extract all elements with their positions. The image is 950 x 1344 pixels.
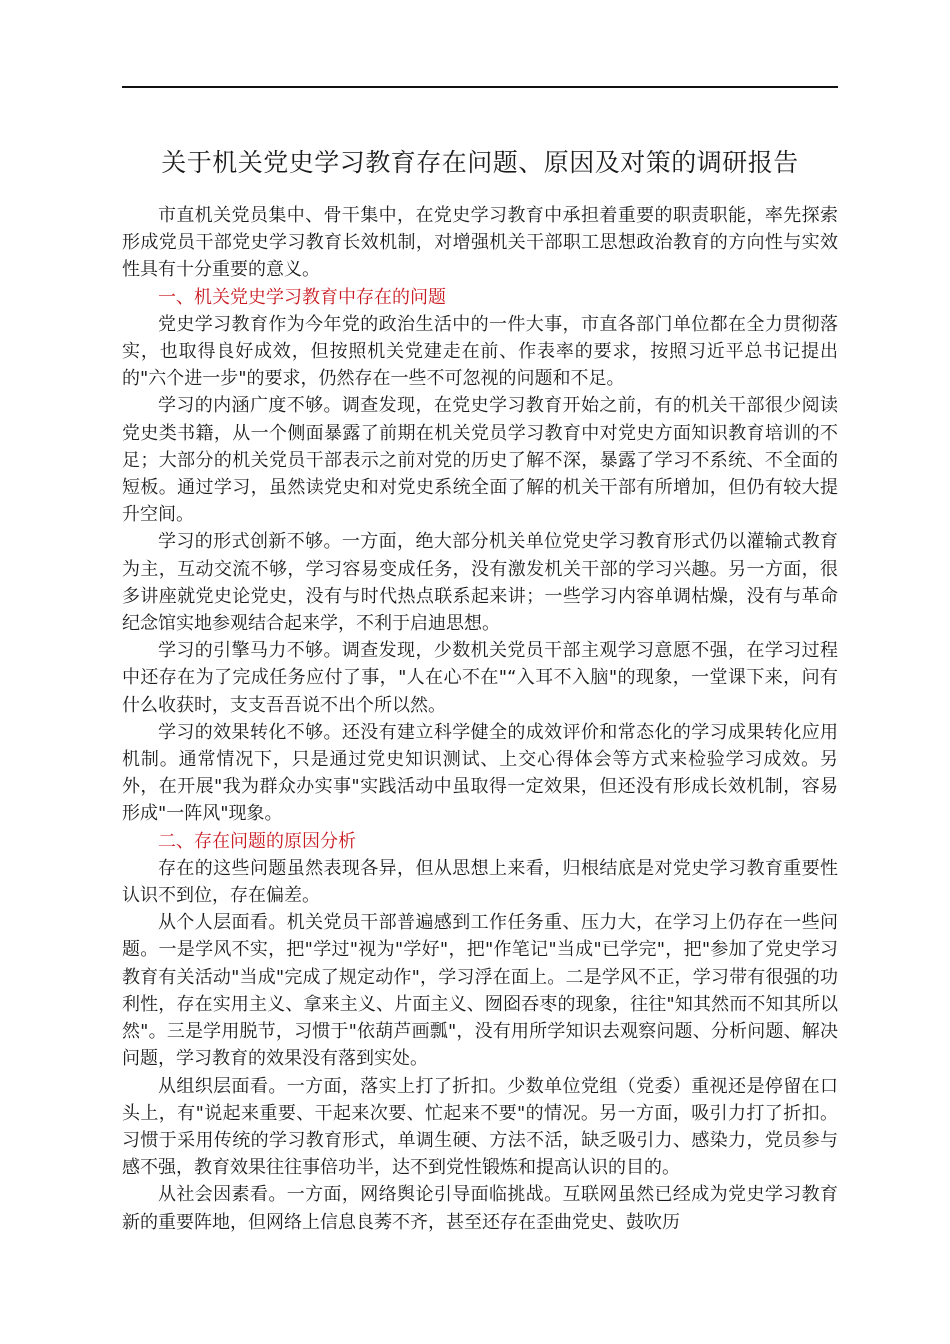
section-heading-causes: 二、存在问题的原因分析 (158, 830, 356, 852)
section-heading-problems: 一、机关党史学习教育中存在的问题 (158, 286, 446, 308)
paragraph: 存在的这些问题虽然表现各异，但从思想上来看，归根结底是对党史学习教育重要性认识不到位，存在偏差。 (122, 857, 838, 907)
paragraph: 学习的内涵广度不够。调查发现，在党史学习教育开始之前，有的机关干部很少阅读党史类书籍，从一个侧面暴露了前期在机关党员学习教育中对党史方面知识教育培训的不足；大部分的机关党员干部表示之前对党的历史了解不深，暴露了学习不系统、不全面的短板。通过学习，虽然读党史和对党史系统全面了解的机关干部有所增加，但仍有较大提升空间。 (122, 395, 838, 526)
header-rule (122, 86, 838, 88)
paragraph: 学习的效果转化不够。还没有建立科学健全的成效评价和常态化的学习成果转化应用机制。通常情况下，只是通过党史知识测试、上交心得体会等方式来检验学习成效。另外，在开展"我为群众办实事"实践活动中虽取得一定效果，但还没有形成长效机制，容易形成"一阵风"现象。 (122, 721, 838, 825)
paragraph: 从个人层面看。机关党员干部普遍感到工作任务重、压力大，在学习上仍存在一些问题。一是学风不实，把"学过"视为"学好"，把"作笔记"当成"已学完"，把"参加了党史学习教育有关活动"当成"完成了规定动作"，学习浮在面上。二是学风不正，学习带有很强的功利性，存在实用主义、拿来主义、片面主义、囫囵吞枣的现象，往往"知其然而不知其所以然"。三是学用脱节，习惯于"依葫芦画瓢"，没有用所学知识去观察问题、分析问题、解决问题，学习教育的效果没有落到实处。 (122, 912, 838, 1070)
paragraph-intro: 市直机关党员集中、骨干集中，在党史学习教育中承担着重要的职责职能，率先探索形成党员干部党史学习教育长效机制，对增强机关干部职工思想政治教育的方向性与实效性具有十分重要的意义。 (122, 205, 838, 281)
paragraph: 从组织层面看。一方面，落实上打了折扣。少数单位党组（党委）重视还是停留在口头上，有"说起来重要、干起来次要、忙起来不要"的情况。另一方面，吸引力打了折扣。习惯于采用传统的学习教育形式，单调生硬、方法不活，缺乏吸引力、感染力，党员参与感不强，教育效果往往事倍功半，达不到党性锻炼和提高认识的目的。 (122, 1075, 838, 1179)
paragraph: 学习的引擎马力不够。调查发现，少数机关党员干部主观学习意愿不强，在学习过程中还存在为了完成任务应付了事，"人在心不在"“入耳不入脑"的现象，一堂课下来，问有什么收获时，支支吾吾说不出个所以然。 (122, 640, 838, 716)
paragraph: 学习的形式创新不够。一方面，绝大部分机关单位党史学习教育形式仍以灌输式教育为主，互动交流不够，学习容易变成任务，没有激发机关干部的学习兴趣。另一方面，很多讲座就党史论党史，没有与时代热点联系起来讲；一些学习内容单调枯燥，没有与革命纪念馆实地参观结合起来学，不利于启迪思想。 (122, 531, 838, 635)
paragraph: 从社会因素看。一方面，网络舆论引导面临挑战。互联网虽然已经成为党史学习教育新的重要阵地，但网络上信息良莠不齐，甚至还存在歪曲党史、鼓吹历 (122, 1184, 838, 1233)
document-title: 关于机关党史学习教育存在问题、原因及对策的调研报告 (161, 148, 799, 177)
paragraph: 党史学习教育作为今年党的政治生活中的一件大事，市直各部门单位都在全力贯彻落实，也取得良好成效，但按照机关党建走在前、作表率的要求，按照习近平总书记提出的"六个进一步"的要求，仍然存在一些不可忽视的问题和不足。 (122, 313, 838, 390)
document-body (122, 202, 838, 1236)
